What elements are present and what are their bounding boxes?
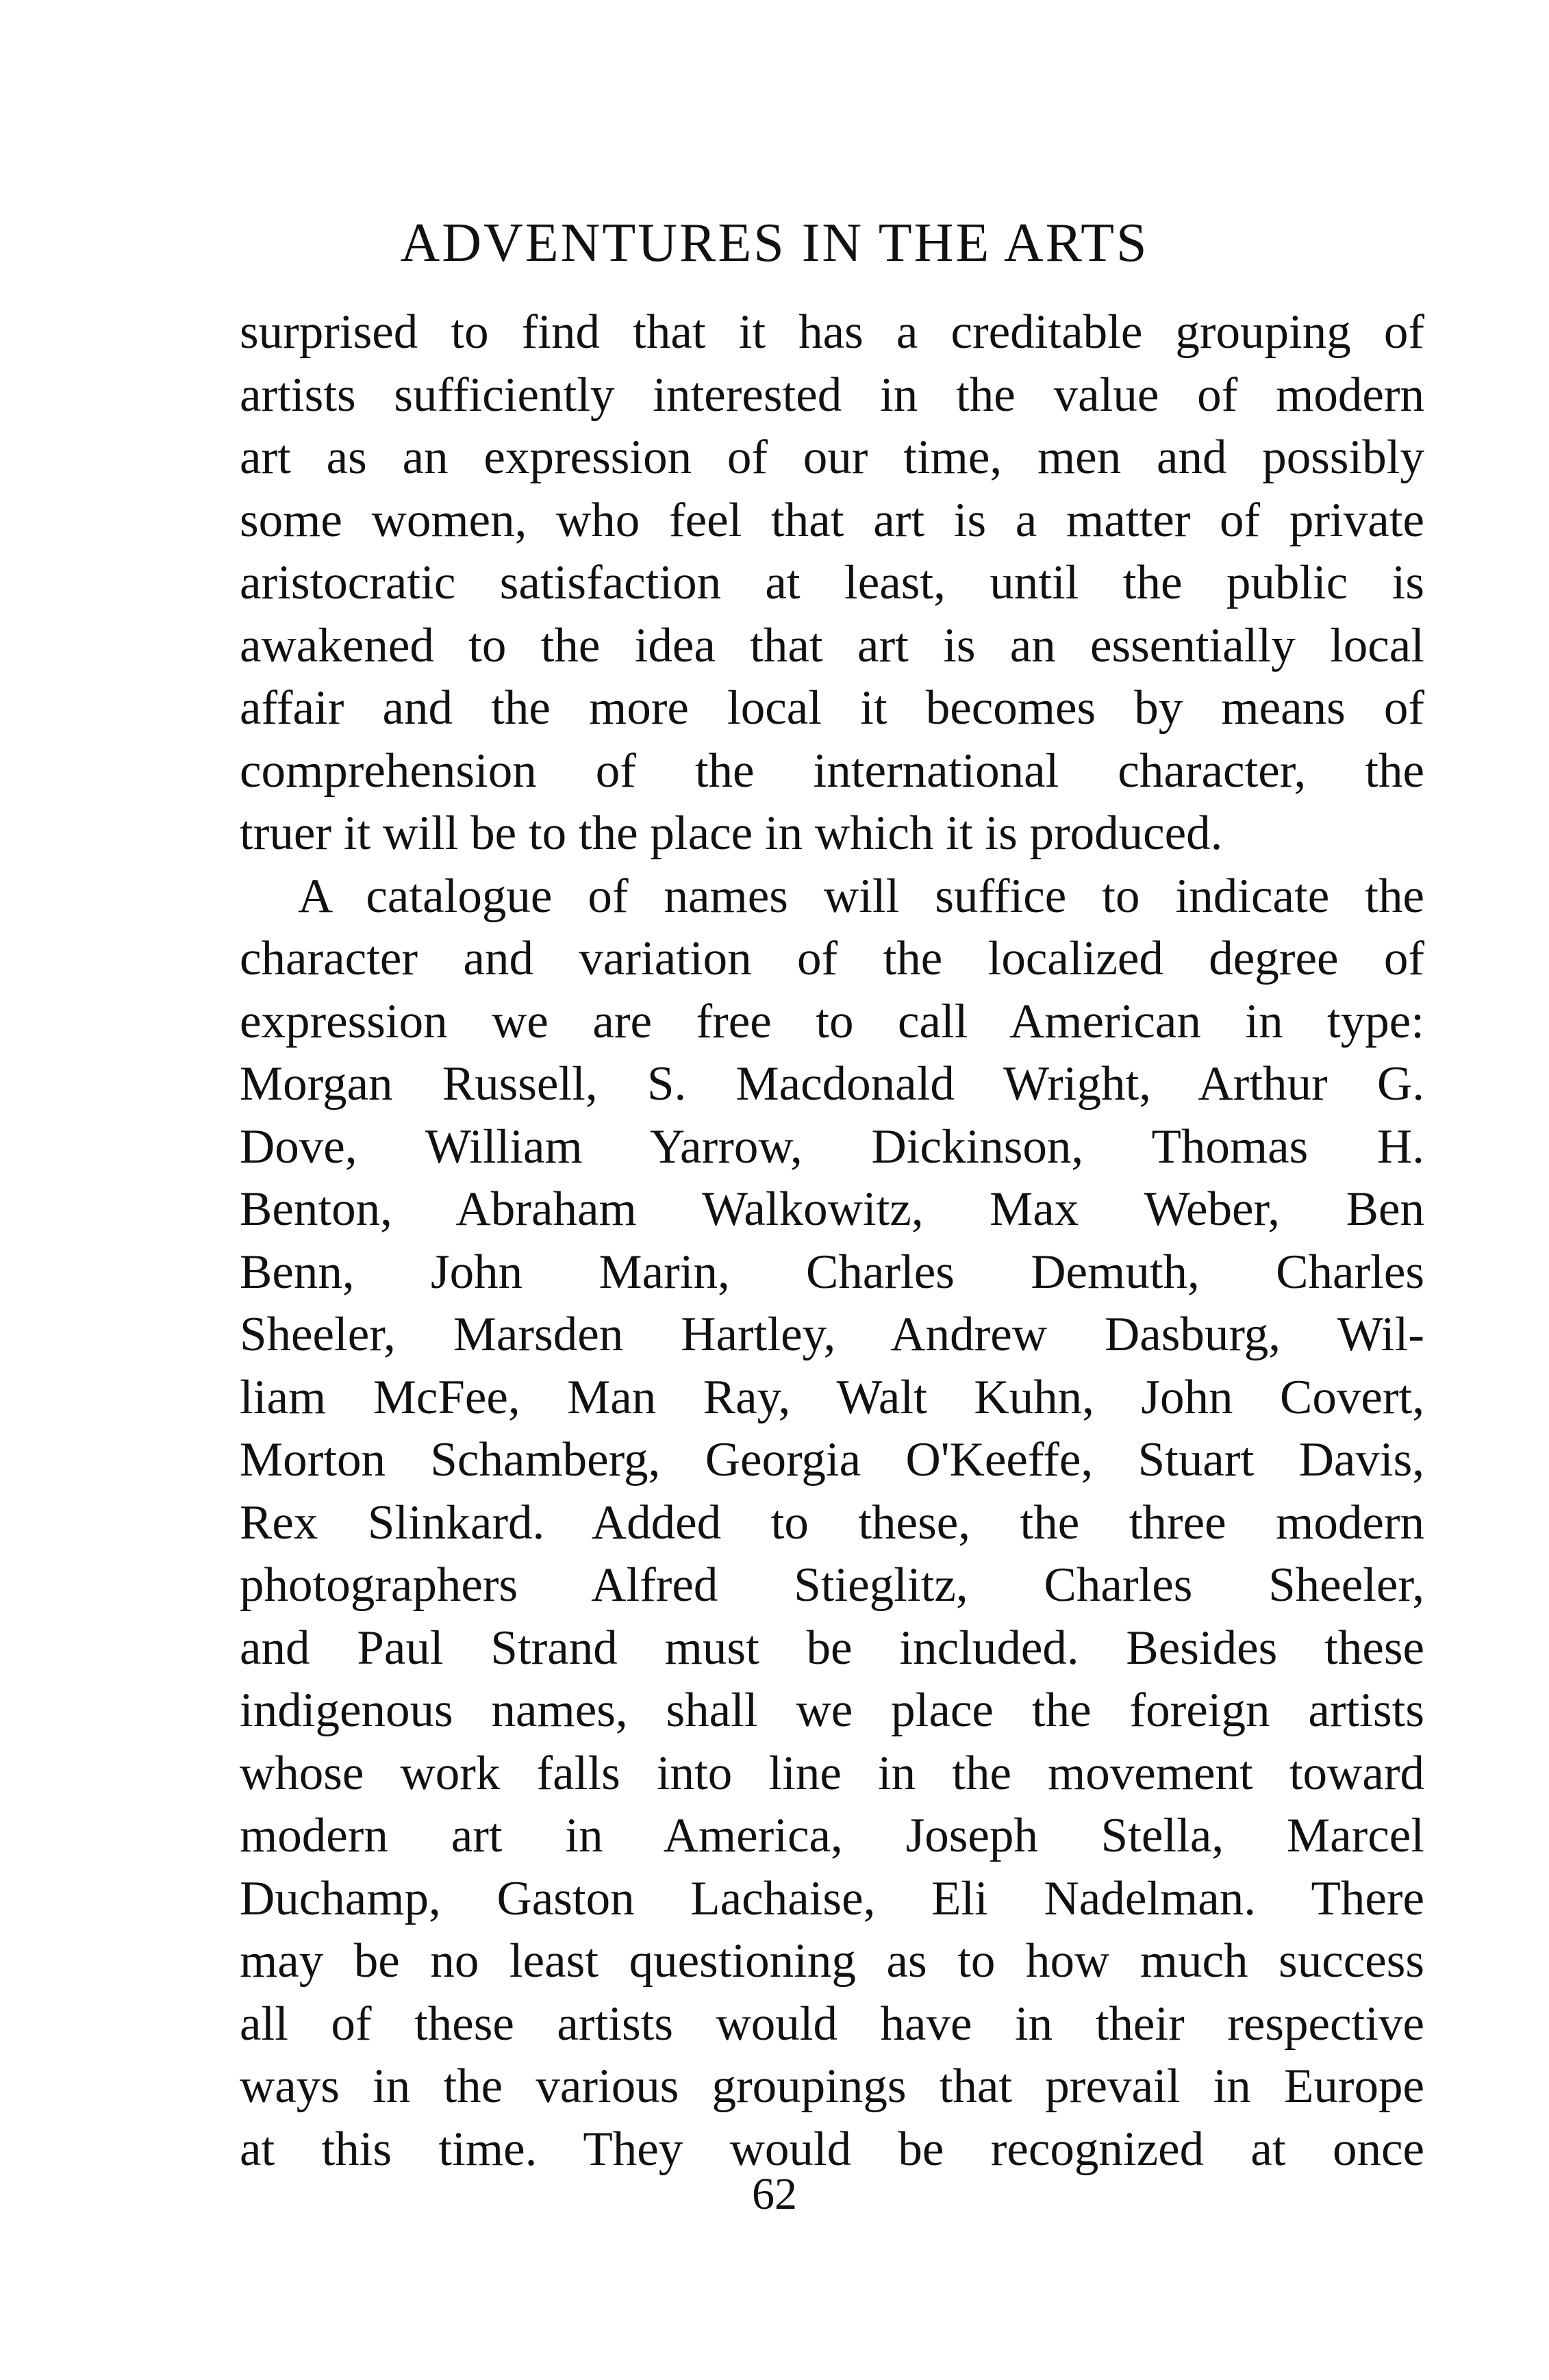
text-line: indigenous names, shall we place the foreign artists <box>240 1684 1424 1737</box>
text-line: truer it will be to the place in which it is produced. <box>240 807 1223 860</box>
text-line: may be no least questioning as to how much success <box>240 1934 1424 1988</box>
text-line: Dove, William Yarrow, Dickinson, Thomas H. <box>240 1119 1424 1174</box>
text-line: ways in the various groupings that prevail in Europe <box>240 2060 1424 2113</box>
text-line: Benton, Abraham Walkowitz, Max Weber, Ben <box>240 1182 1424 1236</box>
text-line: liam McFee, Man Ray, Walt Kuhn, John Covert, <box>240 1370 1424 1424</box>
text-line: at this time. They would be recognized at once <box>240 2122 1424 2176</box>
text-line: art as an expression of our time, men and possibly <box>240 431 1424 484</box>
text-line: whose work falls into line in the movement toward <box>240 1746 1424 1800</box>
text-line: and Paul Strand must be included. Besides these <box>240 1621 1424 1675</box>
text-line: affair and the more local it becomes by means of <box>240 681 1424 735</box>
text-line: some women, who feel that art is a matter of private <box>240 493 1424 547</box>
text-line: comprehension of the international character, the <box>240 744 1424 798</box>
running-head: ADVENTURES IN THE ARTS <box>400 213 1149 273</box>
page-number: 62 <box>752 2169 797 2219</box>
text-line: Morgan Russell, S. Macdonald Wright, Arthur G. <box>240 1057 1424 1111</box>
text-line: photographers Alfred Stieglitz, Charles Sheeler, <box>240 1558 1424 1612</box>
body-text <box>240 301 1424 2181</box>
text-line: character and variation of the localized degree of <box>240 932 1424 985</box>
text-line: Benn, John Marin, Charles Demuth, Charles <box>240 1245 1424 1299</box>
text-line: Sheeler, Marsden Hartley, Andrew Dasburg, Wil- <box>240 1308 1424 1361</box>
text-line: aristocratic satisfaction at least, until the public is <box>240 556 1424 609</box>
text-line: modern art in America, Joseph Stella, Marcel <box>240 1809 1424 1862</box>
text-line: all of these artists would have in their respective <box>240 1997 1424 2051</box>
text-line: Rex Slinkard. Added to these, the three modern <box>240 1495 1424 1549</box>
text-line: A catalogue of names will suffice to indicate the <box>298 869 1424 923</box>
paragraph-2 <box>240 865 1424 2181</box>
text-line: Morton Schamberg, Georgia O'Keeffe, Stuart Davis, <box>240 1433 1424 1486</box>
text-line: awakened to the idea that art is an essentially local <box>240 618 1424 672</box>
paragraph-1 <box>240 301 1424 865</box>
text-line: Duchamp, Gaston Lachaise, Eli Nadelman. There <box>240 1871 1424 1925</box>
text-line: expression we are free to call American in type: <box>240 994 1424 1048</box>
text-line: surprised to find that it has a creditable grouping of <box>240 305 1424 359</box>
text-line: artists sufficiently interested in the value of modern <box>240 368 1424 422</box>
